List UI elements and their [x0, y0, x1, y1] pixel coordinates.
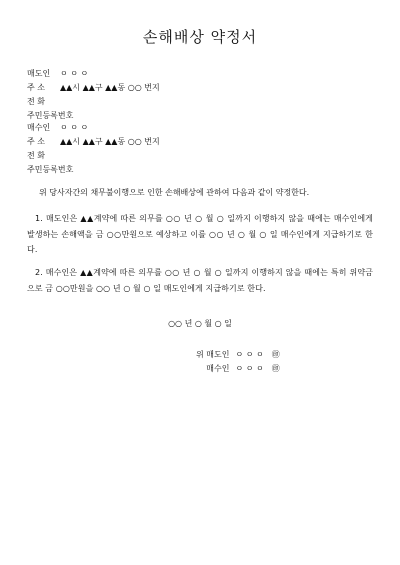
seller-name-row	[27, 67, 160, 81]
seller-address-value: ▲▲시 ▲▲구 ▲▲동 ○○ 번지	[60, 83, 160, 92]
clause-1-paragraph: 1. 매도인은 ▲▲계약에 따른 의무를 ○○ 년 ○ 월 ○ 일까지 이행하지 않을 때에는 매수인에게 발생하는 손해액을 금 ○○만원으로 예상하고 이를 ○○ 년 ○ 월 ○ 일 매수인에게 지급하기로 한다.	[27, 214, 373, 254]
buyer-name-row	[27, 121, 160, 135]
seller-phone-row	[27, 95, 160, 109]
seller-name-label: 매도인	[27, 69, 51, 78]
buyer-signature-name: ㅇ ㅇ ㅇ	[235, 364, 264, 373]
buyer-phone-label: 전 화	[27, 151, 45, 160]
buyer-id-label: 주민등록번호	[27, 165, 74, 174]
buyer-address-row	[27, 135, 160, 149]
buyer-phone-row	[27, 149, 160, 163]
seller-signature-name: ㅇ ㅇ ㅇ	[235, 350, 264, 359]
buyer-name-value: ㅇ ㅇ ㅇ	[60, 123, 89, 132]
clause-2-paragraph: 2. 매수인은 ▲▲계약에 따른 의무를 ○○ 년 ○ 월 ○ 일까지 이행하지 않을 때에는 특히 위약금으로 금 ○○만원을 ○○ 년 ○ 월 ○ 일 매도인에게 지급하기로 한다.	[27, 268, 373, 293]
seller-info-block	[27, 67, 160, 123]
seller-address-label: 주 소	[27, 83, 45, 92]
seller-seal-icon: ㊞	[271, 350, 280, 359]
seller-name-value: ㅇ ㅇ ㅇ	[60, 69, 89, 78]
document-title: 손해배상 약정서	[142, 28, 258, 46]
signature-block	[196, 348, 280, 376]
intro-paragraph: 위 당사자간의 채무불이행으로 인한 손해배상에 관하여 다음과 같이 약정한다.	[39, 188, 310, 197]
buyer-name-label: 매수인	[27, 123, 51, 132]
buyer-seal-icon: ㊞	[271, 364, 280, 373]
seller-phone-label: 전 화	[27, 97, 45, 106]
seller-address-row	[27, 81, 160, 95]
buyer-address-label: 주 소	[27, 137, 45, 146]
buyer-id-row	[27, 163, 160, 177]
buyer-signature-role: 매수인	[206, 364, 230, 373]
buyer-signature-row	[196, 362, 280, 376]
seller-signature-row	[196, 348, 280, 362]
seller-id-label: 주민등록번호	[27, 111, 74, 120]
agreement-date: ○○ 년 ○ 월 ○ 일	[168, 319, 232, 328]
buyer-info-block	[27, 121, 160, 177]
seller-signature-role: 위 매도인	[196, 350, 230, 359]
buyer-address-value: ▲▲시 ▲▲구 ▲▲동 ○○ 번지	[60, 137, 160, 146]
